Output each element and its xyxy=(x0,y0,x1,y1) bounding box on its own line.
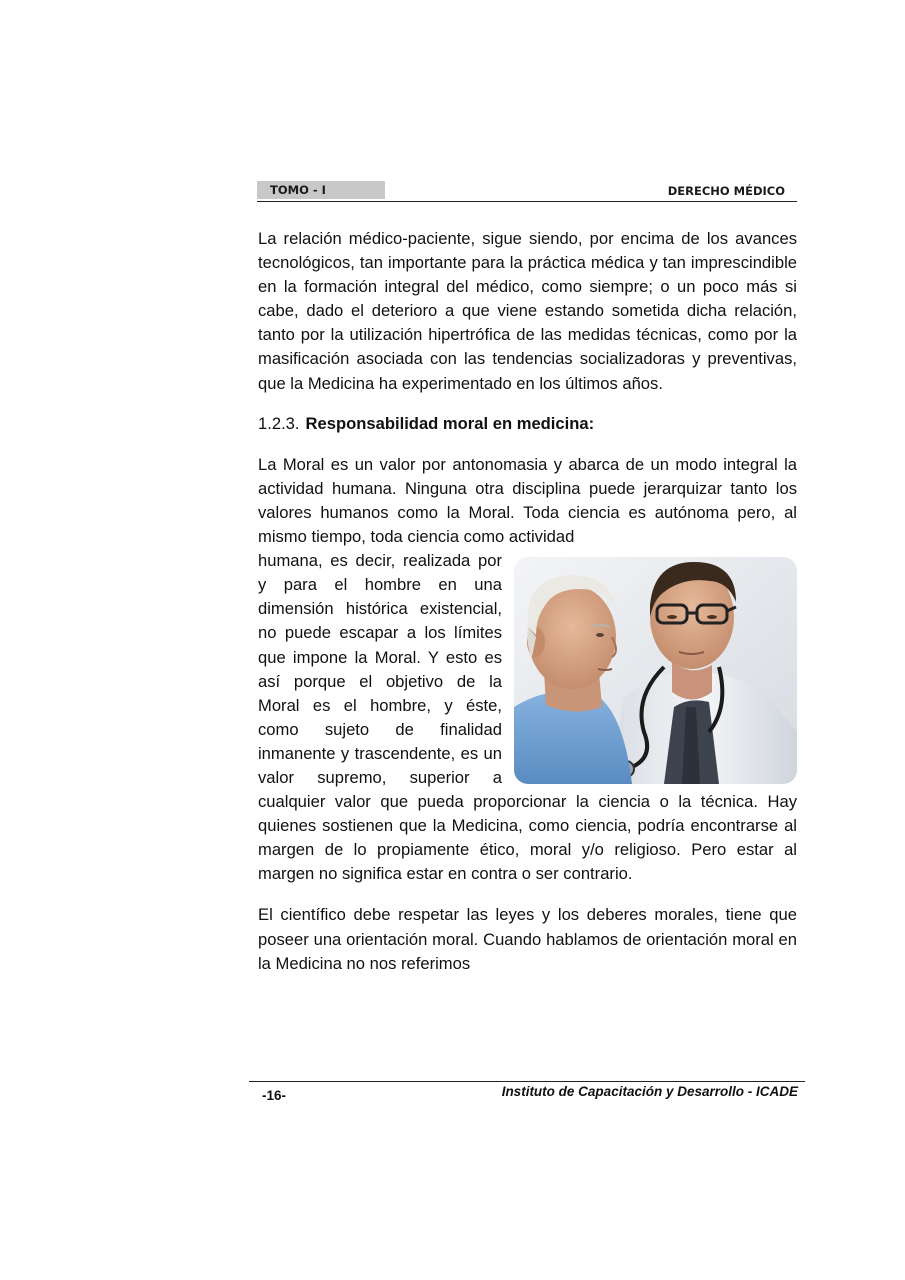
book-title: DERECHO MÉDICO xyxy=(667,184,785,198)
doctor-patient-photo xyxy=(514,557,797,784)
paragraph-moral-intro: La Moral es un valor por antonomasia y abarca de un modo integral la actividad humana. Ninguna otra disciplina puede jerarquizar tanto los valores humanos como la Moral. Toda ciencia es autónoma pero, al mismo tiempo, toda ciencia como actividad xyxy=(258,454,797,547)
paragraph-scientist: El científico debe respetar las leyes y los deberes morales, tiene que poseer una orientación moral. Cuando hablamos de orientación moral en la Medicina no nos referimos xyxy=(258,905,797,973)
page-footer xyxy=(249,1081,805,1112)
section-number: 1.2.3. xyxy=(258,413,300,433)
section-title: Responsabilidad moral en medicina: xyxy=(305,413,595,433)
page-content xyxy=(258,227,797,976)
paragraph-doctor-patient: La relación médico-paciente, sigue siendo, por encima de los avances tecnológicos, tan importante para la práctica médica y tan imprescindible en la formación integral del médico, como siempre; o un poco más si cabe, dado el deterioro a que viene estando sometida dicha relación, tanto por la utilización hipertrófica de las medidas técnicas, como por la masificación asociada con las tendencias socializadoras y preventivas, que la Medicina ha experimentado en los últimos años. xyxy=(258,229,797,393)
section-heading xyxy=(258,412,797,436)
institution-name: Instituto de Capacitación y Desarrollo - ICADE xyxy=(501,1084,798,1099)
volume-label: TOMO - I xyxy=(257,181,385,199)
page-header xyxy=(257,181,797,202)
paragraph-moral-wrap: humana, es decir, realizada por y para el hombre en una dimensión histórica existencial, no puede escapar a los límites que impone la Moral. Y esto es así porque el objetivo de la Moral es el hombre, y éste, como sujeto de finalidad inmanente y trascendente, es un valor supremo, superior a cualquier valor que pueda proporcionar la ciencia o la técnica. Hay quienes sostienen que la Medicina, como ciencia, podría encontrarse al margen de lo propiamente ético, moral y/o religioso. Pero estar al margen no significa estar en contra o ser contrario. xyxy=(258,551,797,884)
page-number: -16- xyxy=(262,1088,287,1103)
